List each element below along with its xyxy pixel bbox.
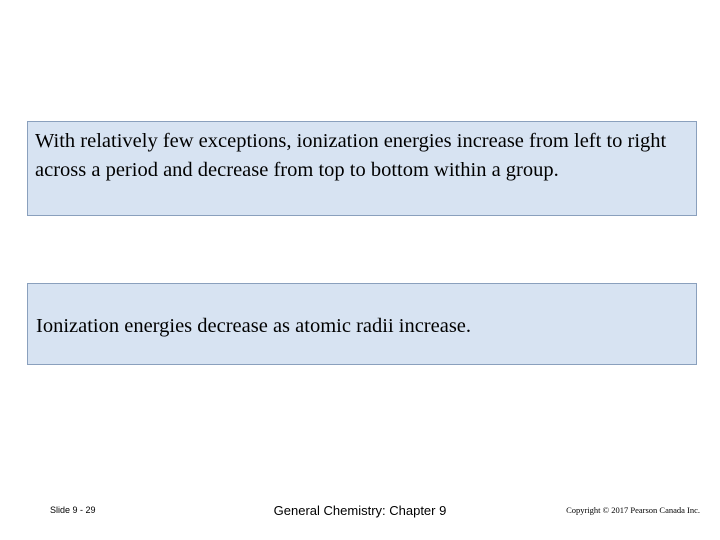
callout-box-radii — [27, 283, 697, 365]
footer-copyright: Copyright © 2017 Pearson Canada Inc. — [566, 505, 700, 515]
callout-box-trends — [27, 121, 697, 216]
callout-text-radii: Ionization energies decrease as atomic radii increase. — [36, 315, 472, 337]
slide-number: Slide 9 - 29 — [50, 505, 96, 515]
footer-chapter-label: General Chemistry: Chapter 9 — [273, 503, 447, 518]
callout-text-trends: With relatively few exceptions, ionization energies increase from left to right across a period and decrease from top to bottom within a group. — [35, 130, 667, 181]
